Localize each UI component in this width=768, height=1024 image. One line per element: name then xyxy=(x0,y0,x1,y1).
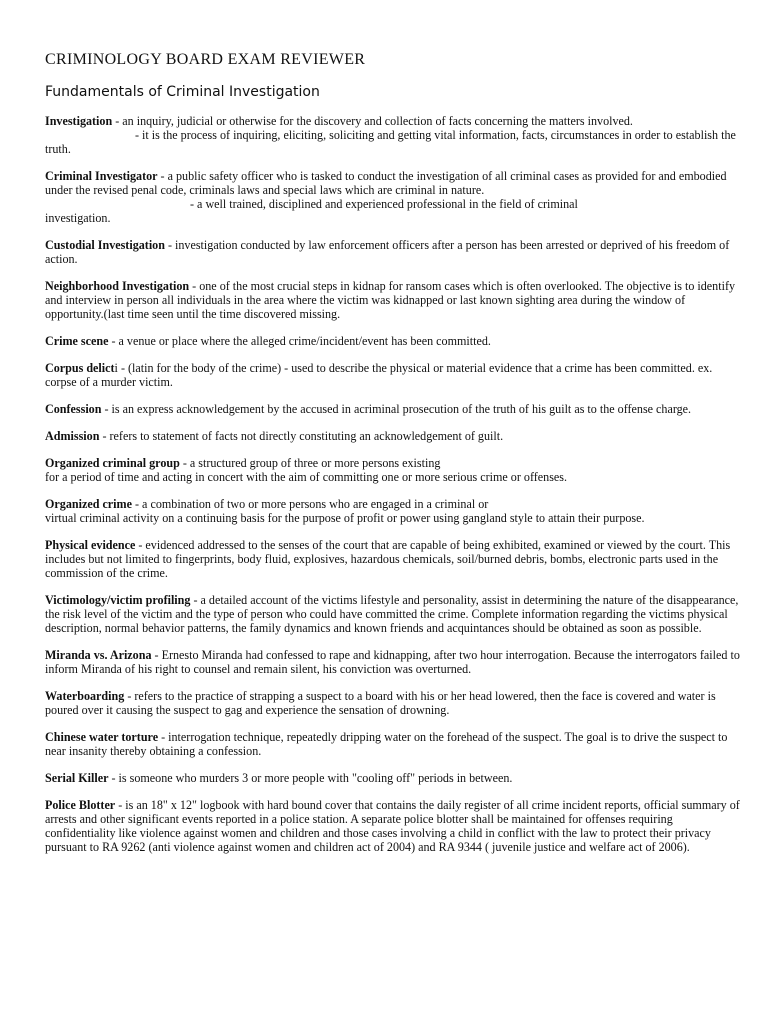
entry-definition: - investigation conducted by law enforcement officers after a person has been arrested or deprived of his freedom of action. xyxy=(45,238,730,266)
entry-custodial-investigation xyxy=(45,238,745,266)
entry-term: Victimology/victim profiling xyxy=(45,593,191,607)
entry-term-tail: i xyxy=(114,361,118,375)
entry-definition: - is an 18" x 12" logbook with hard bound cover that contains the daily register of all crime incident reports, official summary of arrests and other significant events reported in a police station. A separate police blotter shall be maintained for offenses requiring confidentiality like violence against women and children and those cases involving a child in conflict with the law to protect their privacy pursuant to RA 9262 (anti violence against women and children act of 2004) and RA 9344 ( juvenile justice and welfare act of 2006). xyxy=(45,798,740,854)
entry-term: Criminal Investigator xyxy=(45,169,158,183)
entry-definition: - an inquiry, judicial or otherwise for the discovery and collection of facts concerning the matters involved. xyxy=(112,114,633,128)
entry-police-blotter xyxy=(45,798,745,854)
entry-definition: - a structured group of three or more persons existing xyxy=(179,456,441,470)
document-title: CRIMINOLOGY BOARD EXAM REVIEWER xyxy=(45,51,366,68)
entry-term: Confession xyxy=(45,402,102,416)
entry-definition: - (latin for the body of the crime) - used to describe the physical or material evidence that a crime has been committed. ex. corpse of a murder victim. xyxy=(45,361,713,389)
entry-definition: - evidenced addressed to the senses of the court that are capable of being exhibited, examined or viewed by the court. This includes but not limited to fingerprints, body fluid, explosives, hazardous chemicals, soil/burned debris, bombs, electronic parts used in the commission of the crime. xyxy=(45,538,731,580)
entry-physical-evidence xyxy=(45,538,745,580)
entry-organized-criminal-group xyxy=(45,456,745,484)
entry-continuation: virtual criminal activity on a continuing basis for the purpose of profit or power using gangland style to attain their purpose. xyxy=(45,511,645,525)
entry-definition: - a public safety officer who is tasked to conduct the investigation of all criminal cases as provided for and embodied under the revised penal code, criminals laws and special laws which are criminal in nature. xyxy=(45,169,727,197)
document-subtitle: Fundamentals of Criminal Investigation xyxy=(45,84,320,100)
entry-term: Serial Killer xyxy=(45,771,109,785)
entry-definition: - Ernesto Miranda had confessed to rape and kidnapping, after two hour interrogation. Because the interrogators failed to inform Miranda of his right to counsel and remain silent, his conviction was overturned. xyxy=(45,648,740,676)
entry-term: Custodial Investigation xyxy=(45,238,165,252)
entry-neighborhood-investigation xyxy=(45,279,745,321)
entry-term: Neighborhood Investigation xyxy=(45,279,190,293)
entry-continuation: - a well trained, disciplined and experienced professional in the field of criminal investigation. xyxy=(45,197,578,225)
entry-term: Physical evidence xyxy=(45,538,136,552)
entry-term: Chinese water torture xyxy=(45,730,159,744)
entry-term: Police Blotter xyxy=(45,798,116,812)
entry-definition: - a combination of two or more persons who are engaged in a criminal or xyxy=(131,497,489,511)
entry-definition: - one of the most crucial steps in kidnap for ransom cases which is often overlooked. The objective is to identify and interview in person all individuals in the area where the victim was kidnapped or last known sighting area during the window of opportunity.(last time seen until the time discovered missing. xyxy=(45,279,736,321)
entry-term: Miranda vs. Arizona xyxy=(45,648,152,662)
entry-definition: - a detailed account of the victims lifestyle and personality, assist in determining the nature of the disappearance, the risk level of the victim and the type of person who could have committed the crime. Complete information regarding the victims physical description, normal behavior patterns, the family dynamics and known friends and acquintances should be obtained as soon as possible. xyxy=(45,593,739,635)
entry-continuation: for a period of time and acting in concert with the aim of committing one or more serious crime or offenses. xyxy=(45,470,568,484)
entry-term: Admission xyxy=(45,429,100,443)
entry-term: Organized criminal group xyxy=(45,456,180,470)
entry-term: Organized crime xyxy=(45,497,132,511)
entry-victimology xyxy=(45,593,745,635)
entry-definition: - interrogation technique, repeatedly dripping water on the forehead of the suspect. The goal is to drive the suspect to near insanity thereby obtaining a confession. xyxy=(45,730,728,758)
entry-term: Corpus delict xyxy=(45,361,115,375)
entry-investigation xyxy=(45,114,745,156)
entry-definition: - is an express acknowledgement by the accused in acriminal prosecution of the truth of his guilt as to the offense charge. xyxy=(101,402,692,416)
entry-crime-scene xyxy=(45,334,745,348)
document-page xyxy=(45,50,745,867)
entry-definition: - is someone who murders 3 or more people with "cooling off" periods in between. xyxy=(108,771,513,785)
entry-definition: - refers to the practice of strapping a suspect to a board with his or her head lowered, then the face is covered and water is poured over it causing the suspect to gag and experience the sensation of drowning. xyxy=(45,689,716,717)
entry-continuation: - it is the process of inquiring, eliciting, soliciting and getting vital information, facts, circumstances in order to establish the truth. xyxy=(45,128,736,156)
entry-term: Investigation xyxy=(45,114,113,128)
entry-organized-crime xyxy=(45,497,745,525)
entry-corpus-delicti xyxy=(45,361,745,389)
entry-confession xyxy=(45,402,745,416)
entry-chinese-water-torture xyxy=(45,730,745,758)
entry-serial-killer xyxy=(45,771,745,785)
entry-admission xyxy=(45,429,745,443)
entry-miranda-vs-arizona xyxy=(45,648,745,676)
entry-waterboarding xyxy=(45,689,745,717)
entry-term: Waterboarding xyxy=(45,689,125,703)
entry-criminal-investigator xyxy=(45,169,745,225)
entry-term: Crime scene xyxy=(45,334,109,348)
entry-definition: - refers to statement of facts not directly constituting an acknowledgement of guilt. xyxy=(99,429,504,443)
entry-definition: - a venue or place where the alleged crime/incident/event has been committed. xyxy=(108,334,491,348)
